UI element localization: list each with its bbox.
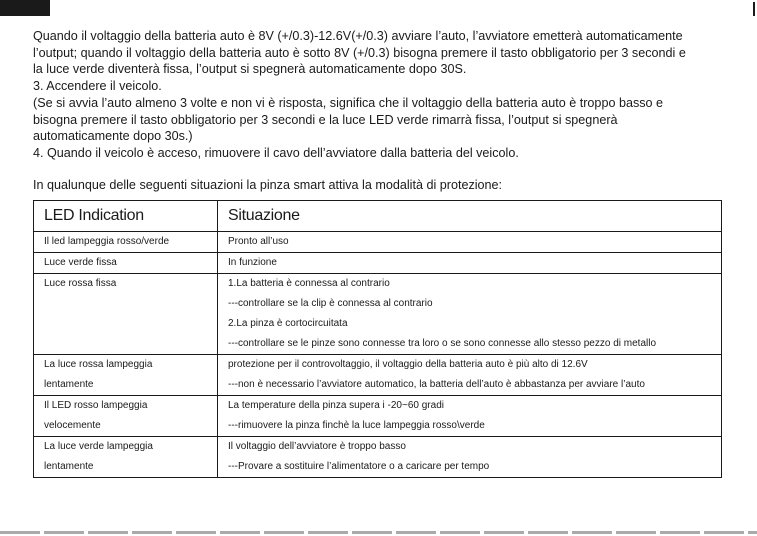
table-row bbox=[34, 355, 722, 396]
situation-cell bbox=[218, 355, 722, 396]
table-row bbox=[34, 253, 722, 274]
protection-intro: In qualunque delle seguenti situazioni la pinza smart attiva la modalità di protezione: bbox=[33, 178, 503, 192]
led-cell bbox=[34, 355, 218, 396]
led-cell-line: Luce rossa fissa bbox=[44, 278, 117, 289]
instruction-line: l’output; quando il voltaggio della batteria auto è sotto 8V (+/0.3) bisogna premere il tasto obbligatorio per 3 secondi e bbox=[33, 45, 686, 60]
led-cell-line: lentamente bbox=[44, 461, 94, 472]
situation-cell: Pronto all’uso bbox=[218, 232, 722, 253]
instruction-step-3: 3. Accendere il veicolo. bbox=[33, 79, 162, 94]
situation-line: ---controllare se la clip è connessa al contrario bbox=[228, 298, 433, 309]
table-row bbox=[34, 232, 722, 253]
page-bottom-edge bbox=[0, 531, 757, 534]
led-cell bbox=[34, 274, 218, 355]
situation-cell bbox=[218, 396, 722, 437]
led-cell-line: Il LED rosso lampeggia bbox=[44, 400, 148, 411]
header-situazione: Situazione bbox=[218, 201, 722, 232]
led-cell-line: lentamente bbox=[44, 379, 94, 390]
page-corner-tab bbox=[0, 0, 50, 16]
table-row bbox=[34, 274, 722, 355]
led-cell bbox=[34, 437, 218, 478]
situation-line: ---Provare a sostituire l’alimentatore o a caricare per tempo bbox=[228, 461, 490, 472]
situation-cell: In funzione bbox=[218, 253, 722, 274]
situation-cell bbox=[218, 437, 722, 478]
instruction-line: la luce verde diventerà fissa, l’output si spegnerà automaticamente dopo 30S. bbox=[33, 62, 467, 77]
situation-line: 1.La batteria è connessa al contrario bbox=[228, 278, 390, 289]
led-cell bbox=[34, 396, 218, 437]
instruction-step-4: 4. Quando il veicolo è acceso, rimuovere il cavo dell’avviatore dalla batteria del veicolo. bbox=[33, 145, 519, 160]
situation-line: ---controllare se le pinze sono connesse tra loro o se sono connesse allo stesso pezzo di metallo bbox=[228, 338, 657, 349]
led-cell: Luce verde fissa bbox=[34, 253, 218, 274]
led-indication-table bbox=[33, 200, 722, 478]
instruction-line: bisogna premere il tasto obbligatorio per 3 secondi e la luce LED verde rimarrà fissa, l’output si spegnerà bbox=[33, 112, 618, 127]
table-row bbox=[34, 437, 722, 478]
situation-line: ---non è necessario l’avviatore automatico, la batteria dell’auto è abbastanza per avviare l’auto bbox=[228, 379, 645, 390]
led-cell-line: velocemente bbox=[44, 420, 101, 431]
instruction-line: Quando il voltaggio della batteria auto è 8V (+/0.3)-12.6V(+/0.3) avviare l’auto, l’avviatore emetterà automaticamente bbox=[33, 29, 683, 43]
situation-cell bbox=[218, 274, 722, 355]
table-header-row bbox=[34, 201, 722, 232]
page-corner-mark bbox=[753, 2, 755, 16]
led-cell: Il led lampeggia rosso/verde bbox=[34, 232, 218, 253]
situation-line: La temperature della pinza supera i -20~60 gradi bbox=[228, 400, 444, 411]
table-row bbox=[34, 396, 722, 437]
instruction-line: (Se si avvia l’auto almeno 3 volte e non vi è risposta, significa che il voltaggio della batteria auto è troppo basso e bbox=[33, 95, 664, 110]
situation-line: ---rimuovere la pinza finchè la luce lampeggia rosso\verde bbox=[228, 420, 485, 431]
instruction-line: automaticamente dopo 30s.) bbox=[33, 129, 193, 144]
header-led-indication: LED Indication bbox=[34, 201, 218, 232]
situation-line: 2.La pinza è cortocircuitata bbox=[228, 318, 348, 329]
instructions-paragraph bbox=[33, 28, 738, 162]
situation-line: Il voltaggio dell’avviatore è troppo basso bbox=[228, 441, 406, 452]
led-cell-line: La luce verde lampeggia bbox=[44, 441, 153, 452]
situation-line: protezione per il controvoltaggio, il voltaggio della batteria auto è più alto di 12.6V bbox=[228, 359, 588, 370]
led-cell-line: La luce rossa lampeggia bbox=[44, 359, 153, 370]
